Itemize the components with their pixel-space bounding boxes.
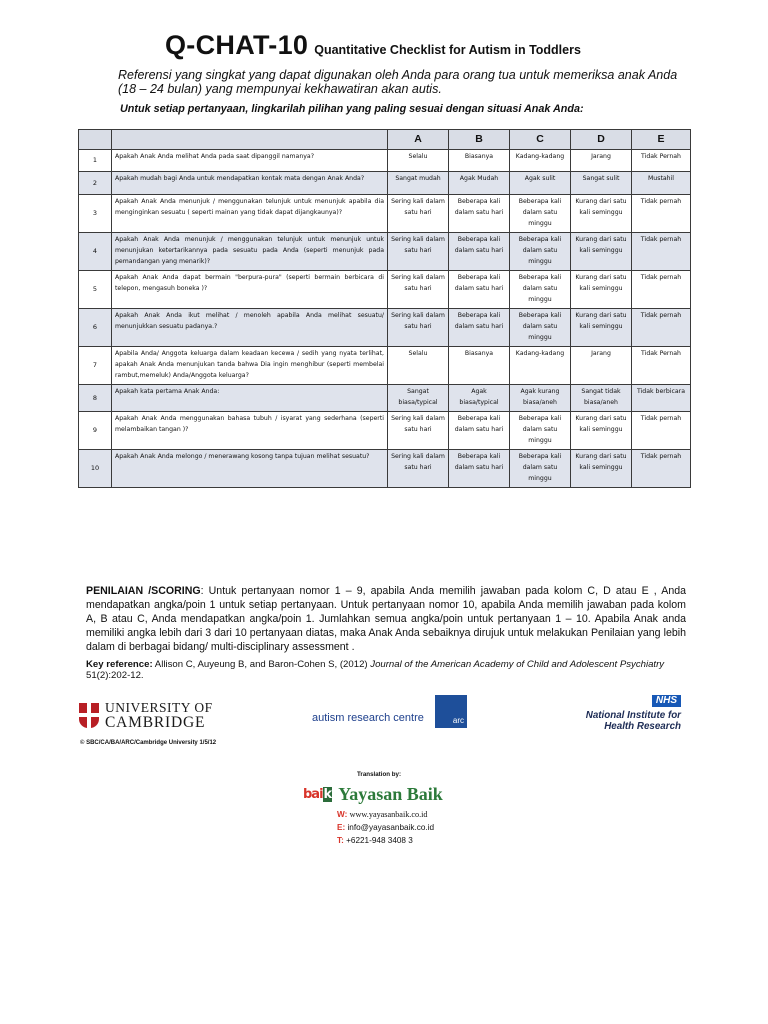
answer-option-a[interactable]: Sangat biasa/typical [388, 385, 449, 412]
answer-option-c[interactable]: Beberapa kali dalam satu minggu [510, 412, 571, 450]
answer-option-c[interactable]: Beberapa kali dalam satu minggu [510, 233, 571, 271]
table-row [79, 309, 691, 347]
question-number: 8 [79, 385, 112, 412]
answer-option-b[interactable]: Beberapa kali dalam satu hari [449, 450, 510, 488]
answer-option-e[interactable]: Tidak Pernah [632, 150, 691, 172]
answer-option-b[interactable]: Beberapa kali dalam satu hari [449, 195, 510, 233]
column-header [112, 130, 388, 150]
answer-option-a[interactable]: Sering kali dalam satu hari [388, 271, 449, 309]
answer-option-d[interactable]: Kurang dari satu kali seminggu [571, 412, 632, 450]
nihr-line2: Health Research [604, 721, 681, 732]
yayasan-baik-logo [303, 784, 443, 805]
column-header-a: A [388, 130, 449, 150]
question-text: Apakah Anak Anda menggunakan bahasa tubuh / isyarat yang sederhana (seperti melambaikan tangan )? [112, 412, 388, 450]
answer-option-d[interactable]: Kurang dari satu kali seminggu [571, 309, 632, 347]
answer-option-d[interactable]: Kurang dari satu kali seminggu [571, 450, 632, 488]
table-header-row [79, 130, 691, 150]
question-text: Apakah Anak Anda ikut melihat / menoleh apabila Anda melihat sesuatu/ menunjukkan sesuatu padanya.? [112, 309, 388, 347]
question-text: Apakah Anak Anda melihat Anda pada saat dipanggil namanya? [112, 150, 388, 172]
question-number: 3 [79, 195, 112, 233]
table-row [79, 172, 691, 195]
yayasan-baik-name: Yayasan Baik [338, 784, 443, 804]
arc-badge-icon [435, 695, 467, 728]
scoring-section [86, 584, 686, 654]
answer-option-d[interactable]: Kurang dari satu kali seminggu [571, 271, 632, 309]
answer-option-e[interactable]: Tidak pernah [632, 195, 691, 233]
phone-number: +6221-948 3408 3 [346, 836, 413, 845]
web-label: W: [337, 810, 348, 819]
arc-badge-text: arc [452, 716, 464, 725]
answer-option-b[interactable]: Biasanya [449, 347, 510, 385]
answer-option-e[interactable]: Tidak pernah [632, 412, 691, 450]
nihr-line1: National Institute for [585, 710, 681, 721]
answer-option-e[interactable]: Tidak pernah [632, 233, 691, 271]
answer-option-a[interactable]: Sering kali dalam satu hari [388, 195, 449, 233]
table-row [79, 385, 691, 412]
column-header-b: B [449, 130, 510, 150]
page-subtitle: Quantitative Checklist for Autism in Toddlers [314, 43, 581, 57]
question-text: Apakah mudah bagi Anda untuk mendapatkan kontak mata dengan Anak Anda? [112, 172, 388, 195]
cambridge-logo-line2: CAMBRIDGE [105, 714, 206, 731]
question-number: 6 [79, 309, 112, 347]
question-number: 2 [79, 172, 112, 195]
answer-option-d[interactable]: Sangat sulit [571, 172, 632, 195]
question-number: 7 [79, 347, 112, 385]
intro-text: Referensi yang singkat yang dapat digunakan oleh Anda para orang tua untuk memeriksa anak Anda (18 – 24 bulan) yang mempunyai kekhawatiran akan autis. [118, 68, 678, 96]
answer-option-e[interactable]: Tidak berbicara [632, 385, 691, 412]
table-row [79, 347, 691, 385]
column-header-d: D [571, 130, 632, 150]
key-reference-citation: 51(2):202-12. [86, 670, 144, 681]
page-title: Q-CHAT-10 [165, 30, 309, 60]
table-row [79, 233, 691, 271]
translation-label: Translation by: [357, 771, 402, 778]
answer-option-c[interactable]: Kadang-kadang [510, 347, 571, 385]
question-text: Apakah Anak Anda dapat bermain "berpura-pura" (seperti bermain berbicara di telepon, mengasuh boneka )? [112, 271, 388, 309]
answer-option-a[interactable]: Sering kali dalam satu hari [388, 233, 449, 271]
copyright-text: © SBC/CA/BA/ARC/Cambridge University 1/5/12 [80, 740, 217, 746]
question-text: Apakah kata pertama Anak Anda: [112, 385, 388, 412]
question-number: 10 [79, 450, 112, 488]
answer-option-d[interactable]: Sangat tidak biasa/aneh [571, 385, 632, 412]
answer-option-d[interactable]: Kurang dari satu kali seminggu [571, 233, 632, 271]
cambridge-logo [79, 700, 213, 730]
answer-option-d[interactable]: Kurang dari satu kali seminggu [571, 195, 632, 233]
answer-option-a[interactable]: Selalu [388, 150, 449, 172]
answer-option-e[interactable]: Tidak Pernah [632, 347, 691, 385]
questionnaire-table [78, 129, 691, 488]
answer-option-e[interactable]: Tidak pernah [632, 309, 691, 347]
question-number: 5 [79, 271, 112, 309]
answer-option-b[interactable]: Agak Mudah [449, 172, 510, 195]
nihr-logo [581, 690, 681, 732]
answer-option-b[interactable]: Beberapa kali dalam satu hari [449, 309, 510, 347]
answer-option-b[interactable]: Beberapa kali dalam satu hari [449, 233, 510, 271]
question-text: Apakah Anak Anda melongo / menerawang kosong tanpa tujuan melihat sesuatu? [112, 450, 388, 488]
key-reference-journal: Journal of the American Academy of Child and Adolescent Psychiatry [370, 659, 665, 670]
title-block [165, 30, 581, 61]
answer-option-a[interactable]: Sering kali dalam satu hari [388, 309, 449, 347]
question-number: 4 [79, 233, 112, 271]
answer-option-a[interactable]: Sangat mudah [388, 172, 449, 195]
answer-option-b[interactable]: Agak biasa/typical [449, 385, 510, 412]
answer-option-d[interactable]: Jarang [571, 347, 632, 385]
answer-option-e[interactable]: Tidak pernah [632, 450, 691, 488]
answer-option-a[interactable]: Selalu [388, 347, 449, 385]
table-row [79, 195, 691, 233]
email-link[interactable]: info@yayasanbaik.co.id [347, 823, 435, 832]
answer-option-a[interactable]: Sering kali dalam satu hari [388, 450, 449, 488]
scoring-label: PENILAIAN /SCORING [86, 585, 201, 597]
column-header-c: C [510, 130, 571, 150]
nhs-badge: NHS [652, 695, 681, 707]
cambridge-shield-icon [79, 703, 99, 728]
answer-option-c[interactable]: Beberapa kali dalam satu minggu [510, 195, 571, 233]
website-link[interactable]: www.yayasanbaik.co.id [349, 810, 428, 819]
key-reference-authors: Allison C, Auyeung B, and Baron-Cohen S, (2012) [152, 659, 371, 670]
arc-logo-text: autism research centre [312, 712, 424, 724]
key-reference-label: Key reference: [86, 659, 153, 670]
email-label: E: [337, 823, 346, 832]
answer-option-e[interactable]: Tidak pernah [632, 271, 691, 309]
answer-option-c[interactable]: Kadang-kadang [510, 150, 571, 172]
scoring-text: : Untuk pertanyaan nomor 1 – 9, apabila Anda memilih jawaban pada kolom C, D atau E , Anda mendapatkan angka/poin 1 untuk setiap pertanyaan. Untuk pertanyaan nomor 10, apabila Anda memilih jawaban pada kolom A, B atau C, Anda mendapatkan angka/poin 1. Jumlahkan semua angka/poin untuk pertanyaan 1 – 10. Apabila Anak anda memiliki angka lebih dari 3 dari 10 pertanyaan diatas, maka Anak Anda sebaiknya dirujuk untuk melakukan Penilaian yang lebih dalam di berbagai bidang/ multi-disciplinary assessment . [86, 585, 686, 653]
question-text: Apabila Anda/ Anggota keluarga dalam keadaan kecewa / sedih yang nyata terlihat, apakah Anak Anda menunjukan tanda bahwa Dia ingin menghibur (seperti membelai rambut,memeluk) Anda/Anggota keluarga? [112, 347, 388, 385]
answer-option-c[interactable]: Beberapa kali dalam satu minggu [510, 271, 571, 309]
table-row [79, 271, 691, 309]
answer-option-c[interactable]: Agak sulit [510, 172, 571, 195]
column-header [79, 130, 112, 150]
column-header-e: E [632, 130, 691, 150]
phone-label: T: [337, 836, 344, 845]
instruction-text: Untuk setiap pertanyaan, lingkarilah pilihan yang paling sesuai dengan situasi Anak Anda: [120, 103, 584, 115]
question-number: 1 [79, 150, 112, 172]
answer-option-b[interactable]: Beberapa kali dalam satu hari [449, 271, 510, 309]
table-row [79, 412, 691, 450]
answer-option-c[interactable]: Agak kurang biasa/aneh [510, 385, 571, 412]
answer-option-c[interactable]: Beberapa kali dalam satu minggu [510, 309, 571, 347]
table-row [79, 450, 691, 488]
yayasan-baik-mark-icon: baik [303, 787, 332, 802]
answer-option-c[interactable]: Beberapa kali dalam satu minggu [510, 450, 571, 488]
contact-block [337, 808, 434, 847]
table-row [79, 150, 691, 172]
answer-option-b[interactable]: Beberapa kali dalam satu hari [449, 412, 510, 450]
answer-option-d[interactable]: Jarang [571, 150, 632, 172]
question-number: 9 [79, 412, 112, 450]
key-reference [86, 659, 706, 681]
question-text: Apakah Anak Anda menunjuk / menggunakan telunjuk untuk menunjuk apabila dia menginginkan sesuatu ( seperti mainan yang tidak dapat dijangkaunya)? [112, 195, 388, 233]
answer-option-e[interactable]: Mustahil [632, 172, 691, 195]
answer-option-b[interactable]: Biasanya [449, 150, 510, 172]
question-text: Apakah Anak Anda menunjuk / menggunakan telunjuk untuk menunjuk untuk menunjukan ketertarikannya pada sesuatu pada Anda (seperti menunjuk pada pemandangan yang menarik)? [112, 233, 388, 271]
answer-option-a[interactable]: Sering kali dalam satu hari [388, 412, 449, 450]
cambridge-logo-line1: UNIVERSITY OF [105, 700, 213, 715]
